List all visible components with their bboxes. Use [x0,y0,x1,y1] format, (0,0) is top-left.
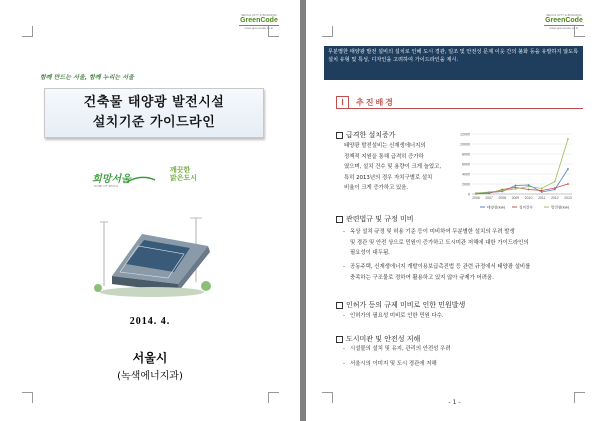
item-heading: 인허가 등의 규제 미비로 인한 민원발생 [336,300,465,310]
chart-x-tick-label: 2013 [564,196,572,200]
chart-x-tick-label: 2010 [524,196,533,200]
chart-y-tick-label: 4000 [462,172,470,177]
chart-x-tick-label: 2006 [472,196,480,200]
chart-point [528,186,530,188]
item-heading: 관련법규 및 규정 미비 [336,214,414,224]
page-number: - 1 - [448,399,461,406]
intro-summary-box: 무분별한 태양광 발전 설비의 설치로 인해 도시 경관, 일조 및 안전성 문제 이웃 간의 불화 등을 유발하지 않도록 설치 유형 및 특성, 디자인을 고려하여 가이드라인을 제시. [324,46,583,80]
chart-point [541,188,543,190]
greencode-logo: SEOUL CITY & BUILDING GreenCode www.greencode.co.kr [240,13,278,30]
green-city-logo: 깨끗한 맑은도시 [170,166,198,182]
chart-point [567,168,569,170]
bullet-item: - 인허가의 필요성 미비로 인한 민원 다수. [343,313,444,319]
chart-y-tick-label: 12000 [460,132,470,137]
solar-building-illustration [86,216,218,298]
logo-name: GreenCode [545,17,583,24]
chart-y-tick-label: 0 [468,192,470,197]
logo-name: GreenCode [240,17,278,24]
chart-point [528,189,530,191]
chart-y-tick-label: 2000 [462,182,470,187]
margin-corner-mark [322,26,333,37]
cover-page [0,0,300,421]
chart-point [501,190,503,192]
section-header [324,96,583,108]
chart-y-tick-label: 10000 [460,142,470,147]
chart-point [567,183,569,185]
margin-corner-mark [268,392,279,403]
section-title: 추진배경 [356,98,395,107]
chart-y-tick-label: 6000 [462,162,470,167]
chart-point [567,138,569,140]
chart-point [515,185,517,187]
cover-department: (녹색에너지과) [117,371,183,382]
chart-legend-label: 태양광(kw) [487,205,506,210]
chart-point [554,187,556,189]
item-heading: 도시미관 및 안전성 저해 [336,334,420,344]
cover-date: 2014. 4. [129,316,171,327]
bullet-item: - 서울시의 이미지 및 도시 경관에 저해 [343,361,437,367]
greencode-logo: SEOUL CITY & BUILDING GreenCode www.greencode.co.kr [545,13,583,30]
content-page [306,0,603,421]
margin-corner-mark [22,392,33,403]
chart-point [488,191,490,193]
cover-slogan: 함께 만드는 서울, 함께 누리는 서울 [40,74,134,81]
cover-organization: 서울시 [132,351,168,365]
chart-point [541,190,543,192]
hope-seoul-logo: 희망서울 [92,174,131,185]
chart-x-tick-label: 2009 [511,196,520,200]
item-paragraph: 태양광 발전설비는 신재생에너지의 정책적 지원을 통해 급격히 증가하 였으며, 설치 건수 및 용량이 크게 늘었고, 특히 2013년의 경우 자치구별로 설치 비율이 크게 증가하고 있음. [344,143,442,191]
item-heading: 급격한 설치증가 [336,130,396,140]
chart-point [515,188,517,190]
bullet-item: - 시설물의 설치 및 유지, 관리의 안전성 우려 [343,346,451,352]
cover-title-line2: 설치기준 가이드라인 [92,115,216,130]
chart-x-tick-label: 2011 [538,196,546,200]
cover-title-line1: 건축물 태양광 발전시설 [83,95,225,110]
chart-x-tick-label: 2012 [551,196,559,200]
chart-y-tick-label: 8000 [462,152,470,157]
chart-point [475,192,477,194]
chart-point [554,181,556,183]
margin-corner-mark [22,26,33,37]
installation-trend-chart [450,128,578,222]
cover-logo-row: 희망서울 HOPE OF SEOUL 깨끗한 맑은도시 [92,166,198,188]
chart-x-tick-label: 2007 [485,196,493,200]
cover-title-box [44,88,264,138]
bullet-item: - 공동주택, 신재생에너지 개발이용보급촉진법 등 관련 규정에서 태양광 설비를 충족하는 구조물로 정하여 활용하고 있지 않아 규제가 어려움. [343,264,531,281]
bullet-item: - 옥상 설치 규정 및 허용 기준 등이 미비하여 무분별한 설치의 우려 발생 및 경관 및 안전 상으로 민원이 증가하고 도시미관 저해에 대한 가이드라인의 필요성이 대두됨. [343,229,529,256]
chart-x-tick-label: 2008 [498,196,507,200]
chart-legend-label: 발전량(kw) [551,205,570,210]
chart-legend-label: 설치건수 [519,205,533,210]
section-number: Ⅰ [336,96,349,109]
hope-seoul-swoosh-icon [126,176,156,184]
